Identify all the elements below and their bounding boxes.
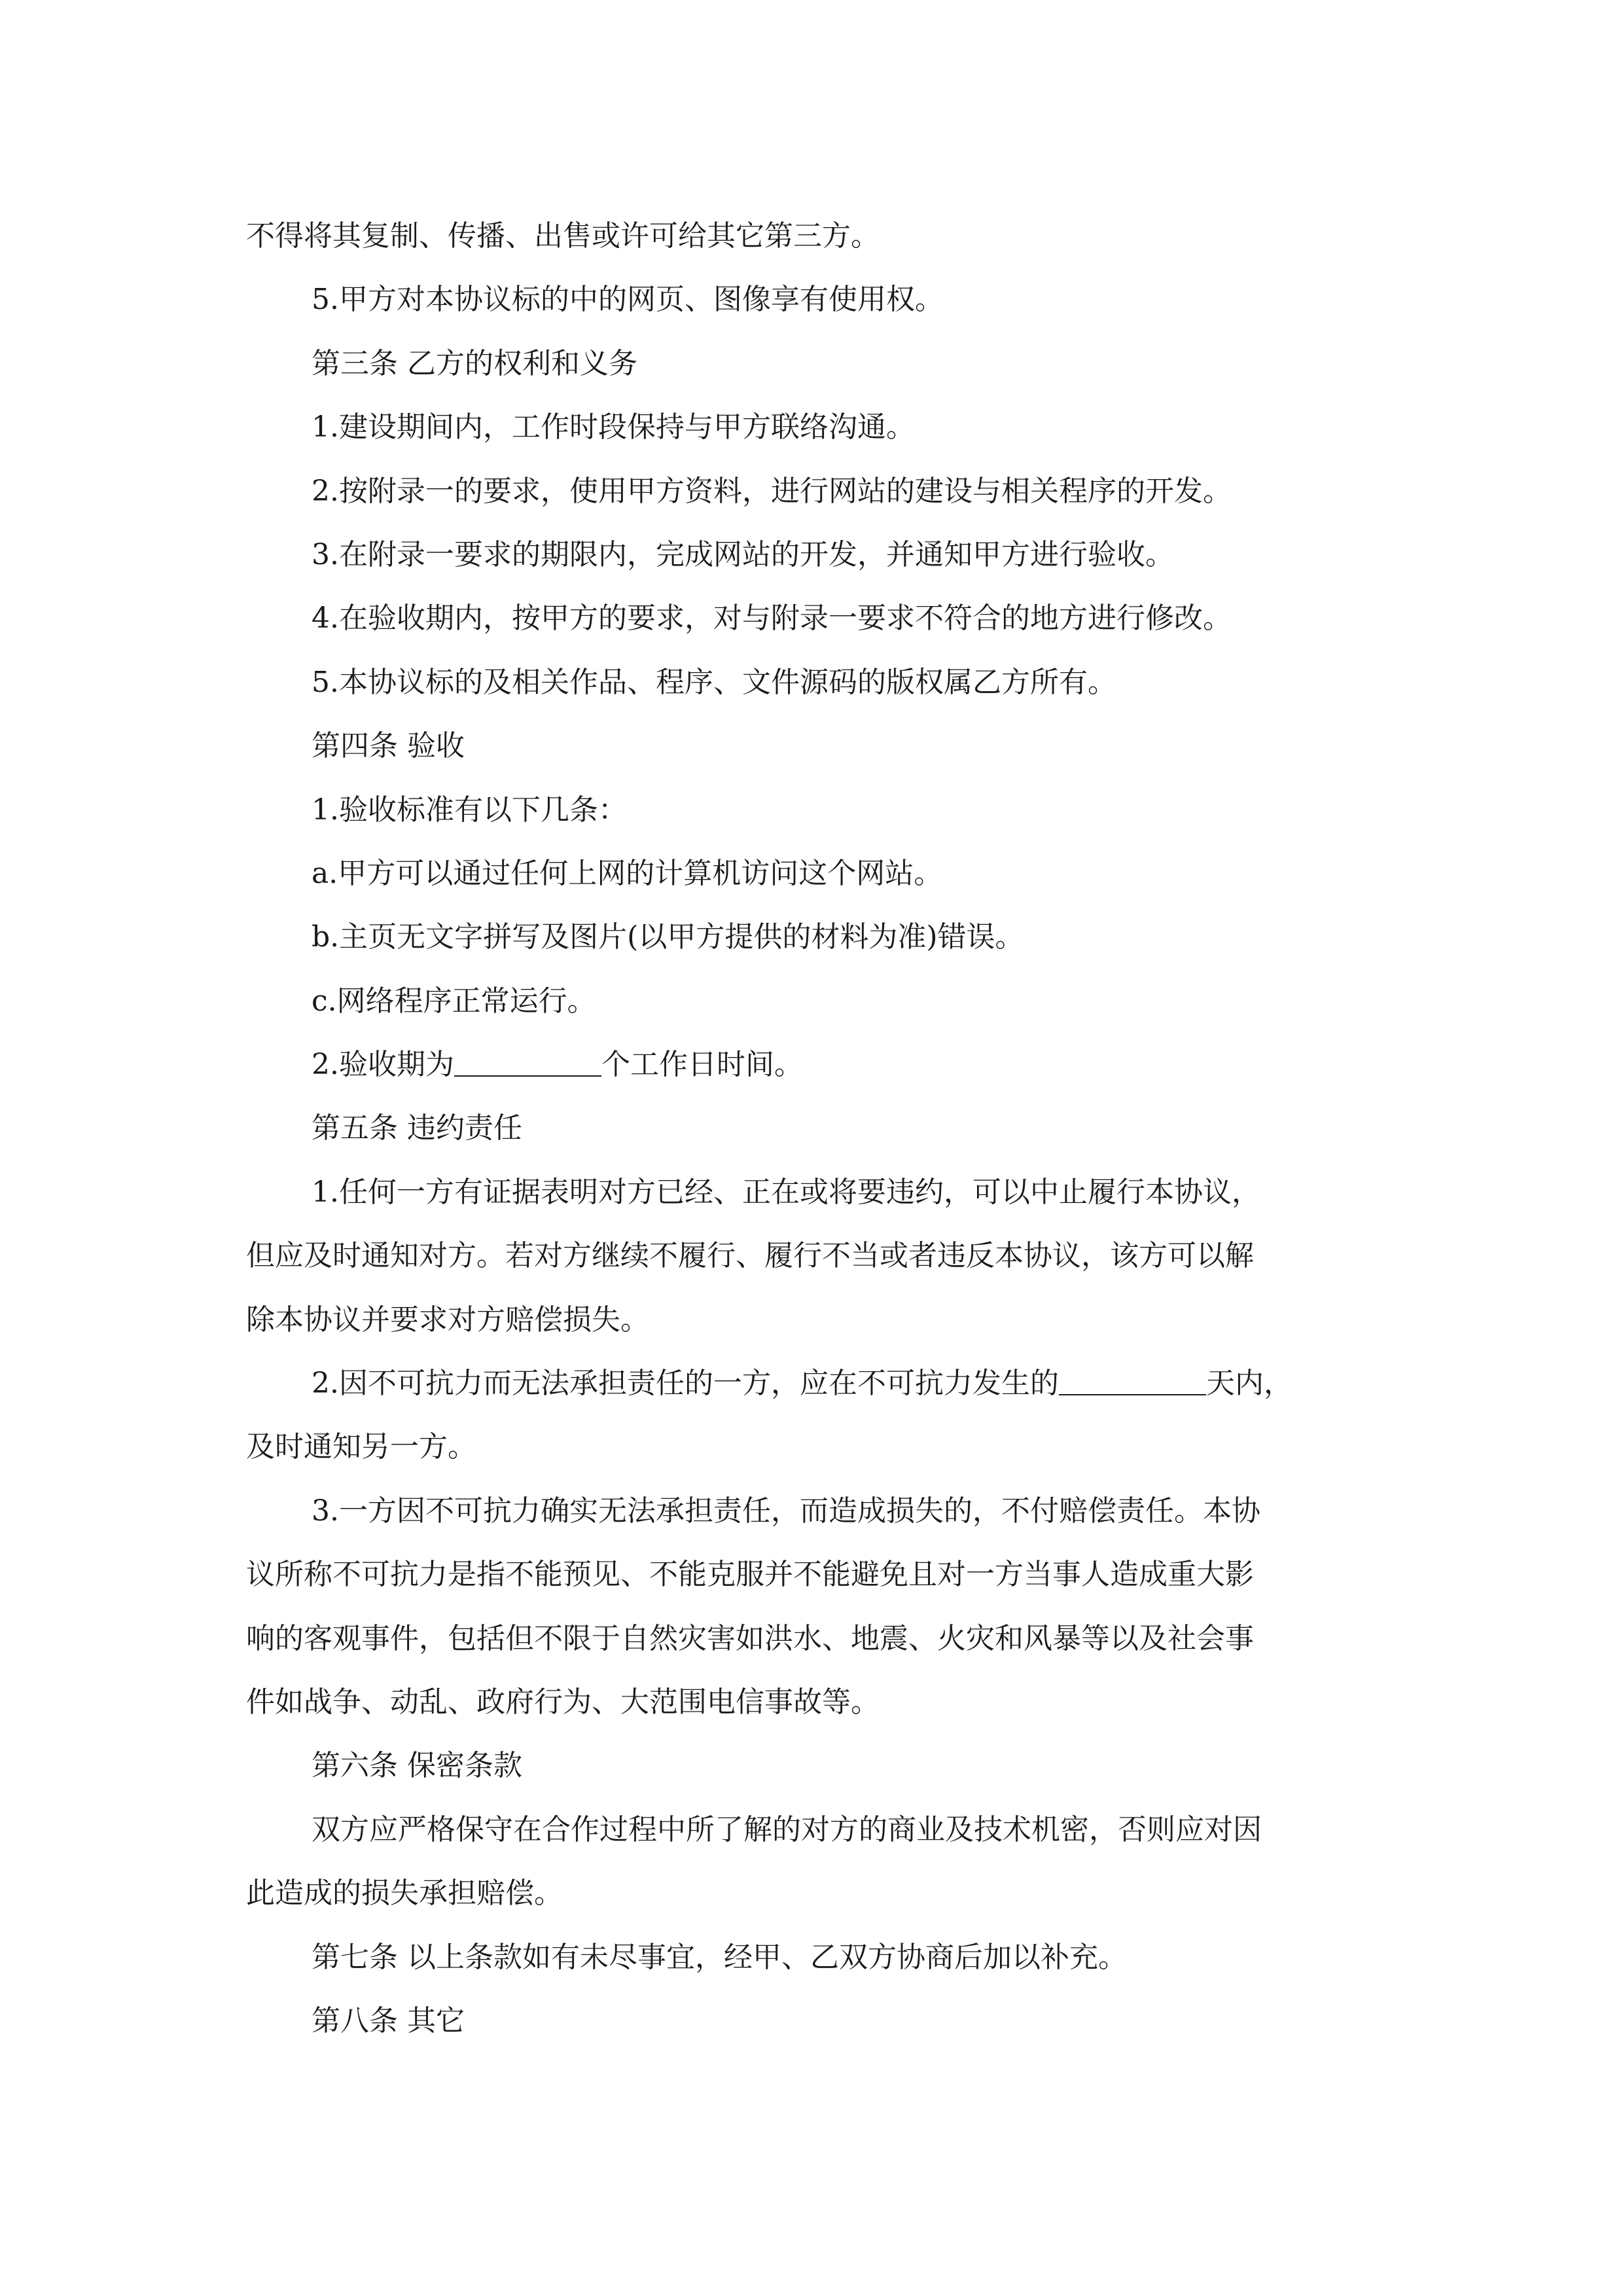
article-heading: 第三条 乙方的权利和义务 xyxy=(312,346,637,380)
paragraph-line: 件如战争、动乱、政府行为、大范围电信事故等。 xyxy=(246,1685,880,1719)
paragraph-line: 但应及时通知对方。若对方继续不履行、履行不当或者违反本协议，该方可以解 xyxy=(246,1239,1254,1273)
paragraph-line: 除本协议并要求对方赔偿损失。 xyxy=(246,1302,649,1336)
clause-item: 1.建设期间内，工作时段保持与甲方联络沟通。 xyxy=(312,410,915,444)
clause-item: 1.验收标准有以下几条： xyxy=(312,793,627,827)
clause-text: 2.因不可抗力而无法承担责任的一方，应在不可抗力发生的 xyxy=(312,1367,1059,1401)
article-heading: 第七条 以上条款如有未尽事宜，经甲、乙双方协商后加以补充。 xyxy=(312,1940,1127,1974)
paragraph-line: 及时通知另一方。 xyxy=(246,1430,476,1464)
clause-item xyxy=(246,1352,1393,1415)
clause-item: 2.按附录一的要求，使用甲方资料，进行网站的建设与相关程序的开发。 xyxy=(312,474,1232,508)
article-heading: 第六条 保密条款 xyxy=(312,1749,522,1783)
clause-item: a.甲方可以通过任何上网的计算机访问这个网站。 xyxy=(312,856,943,890)
clause-item: 3.在附录一要求的期限内，完成网站的开发，并通知甲方进行验收。 xyxy=(312,537,1174,571)
clause-item: 双方应严格保守在合作过程中所了解的对方的商业及技术机密，否则应对因 xyxy=(312,1812,1262,1846)
clause-item xyxy=(246,1033,1393,1096)
article-heading: 第四条 验收 xyxy=(312,729,465,763)
clause-item: 5.甲方对本协议标的中的网页、图像享有使用权。 xyxy=(312,283,944,317)
fill-in-blank[interactable] xyxy=(454,1045,601,1077)
paragraph-line: 不得将其复制、传播、出售或许可给其它第三方。 xyxy=(246,219,880,253)
clause-item: 1.任何一方有证据表明对方已经、正在或将要违约，可以中止履行本协议， xyxy=(312,1175,1260,1209)
fill-in-blank[interactable] xyxy=(1059,1364,1206,1395)
clause-item: 4.在验收期内，按甲方的要求，对与附录一要求不符合的地方进行修改。 xyxy=(312,601,1232,636)
clause-item: 5.本协议标的及相关作品、程序、文件源码的版权属乙方所有。 xyxy=(312,665,1116,699)
clause-item: 3.一方因不可抗力确实无法承担责任，而造成损失的，不付赔偿责任。本协 xyxy=(312,1494,1260,1528)
document-page xyxy=(246,204,1393,2053)
clause-text: 个工作日时间。 xyxy=(601,1048,803,1082)
clause-text: 天内， xyxy=(1205,1367,1293,1401)
paragraph-line: 此造成的损失承担赔偿。 xyxy=(246,1876,563,1910)
paragraph-line: 响的客观事件，包括但不限于自然灾害如洪水、地震、火灾和风暴等以及社会事 xyxy=(246,1621,1254,1655)
clause-item: c.网络程序正常运行。 xyxy=(312,984,596,1018)
clause-text: 2.验收期为 xyxy=(312,1048,454,1082)
article-heading: 第八条 其它 xyxy=(312,2003,465,2037)
article-heading: 第五条 违约责任 xyxy=(312,1111,522,1145)
clause-item: b.主页无文字拼写及图片(以甲方提供的材料为准)错误。 xyxy=(312,920,1024,954)
paragraph-line: 议所称不可抗力是指不能预见、不能克服并不能避免且对一方当事人造成重大影 xyxy=(246,1558,1254,1592)
